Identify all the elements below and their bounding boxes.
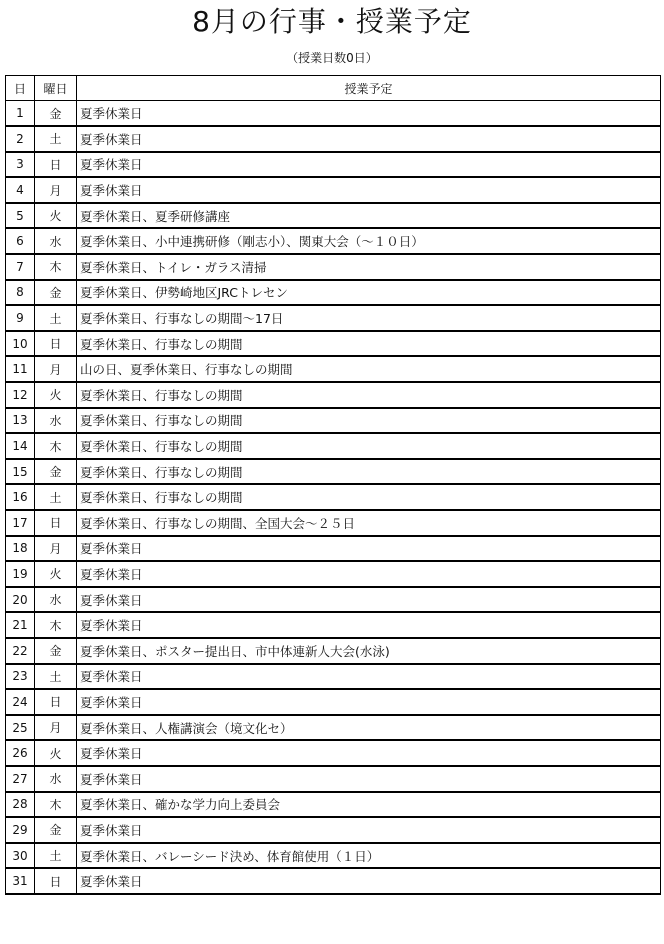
column-header-plan: 授業予定 <box>77 76 661 101</box>
day-cell: 20 <box>6 587 35 613</box>
day-cell: 5 <box>6 203 35 229</box>
day-cell: 30 <box>6 843 35 869</box>
day-cell: 21 <box>6 612 35 638</box>
weekday-cell: 木 <box>35 433 77 459</box>
day-cell: 11 <box>6 356 35 382</box>
table-row <box>6 203 661 229</box>
plan-cell: 夏季休業日、行事なしの期間 <box>77 433 661 459</box>
plan-cell: 夏季休業日、行事なしの期間 <box>77 331 661 357</box>
day-cell: 7 <box>6 254 35 280</box>
weekday-cell: 木 <box>35 612 77 638</box>
plan-cell: 夏季休業日 <box>77 126 661 152</box>
day-cell: 18 <box>6 536 35 562</box>
plan-cell: 夏季休業日、行事なしの期間 <box>77 459 661 485</box>
plan-cell: 夏季休業日、小中連携研修（剛志小）、関東大会（～１０日） <box>77 228 661 254</box>
plan-cell: 夏季休業日 <box>77 664 661 690</box>
plan-cell: 夏季休業日 <box>77 536 661 562</box>
table-row <box>6 408 661 434</box>
table-row <box>6 792 661 818</box>
weekday-cell: 金 <box>35 817 77 843</box>
table-row <box>6 152 661 178</box>
weekday-cell: 金 <box>35 101 77 127</box>
weekday-cell: 金 <box>35 459 77 485</box>
weekday-cell: 火 <box>35 561 77 587</box>
table-row <box>6 868 661 894</box>
day-cell: 26 <box>6 740 35 766</box>
weekday-cell: 月 <box>35 536 77 562</box>
weekday-cell: 金 <box>35 638 77 664</box>
table-row <box>6 817 661 843</box>
day-cell: 13 <box>6 408 35 434</box>
day-cell: 17 <box>6 510 35 536</box>
weekday-cell: 土 <box>35 305 77 331</box>
plan-cell: 夏季休業日 <box>77 152 661 178</box>
plan-cell: 夏季休業日、人権講演会（境文化セ） <box>77 715 661 741</box>
day-cell: 29 <box>6 817 35 843</box>
table-row <box>6 177 661 203</box>
table-row <box>6 331 661 357</box>
plan-cell: 夏季休業日、伊勢崎地区JRCトレセン <box>77 280 661 306</box>
weekday-cell: 土 <box>35 664 77 690</box>
plan-cell: 夏季休業日、行事なしの期間 <box>77 408 661 434</box>
weekday-cell: 土 <box>35 484 77 510</box>
class-days-count: （授業日数0日） <box>286 51 378 65</box>
weekday-cell: 水 <box>35 766 77 792</box>
day-cell: 25 <box>6 715 35 741</box>
weekday-cell: 木 <box>35 792 77 818</box>
table-row <box>6 126 661 152</box>
plan-cell: 夏季休業日 <box>77 817 661 843</box>
day-cell: 22 <box>6 638 35 664</box>
table-row <box>6 280 661 306</box>
table-row <box>6 484 661 510</box>
weekday-cell: 火 <box>35 203 77 229</box>
table-row <box>6 715 661 741</box>
table-row <box>6 356 661 382</box>
table-row <box>6 459 661 485</box>
day-cell: 8 <box>6 280 35 306</box>
column-header-day: 日 <box>6 76 35 101</box>
plan-cell: 夏季休業日 <box>77 561 661 587</box>
plan-cell: 夏季休業日 <box>77 868 661 894</box>
weekday-cell: 水 <box>35 587 77 613</box>
table-row <box>6 612 661 638</box>
plan-cell: 夏季休業日 <box>77 587 661 613</box>
day-cell: 12 <box>6 382 35 408</box>
plan-cell: 山の日、夏季休業日、行事なしの期間 <box>77 356 661 382</box>
day-cell: 27 <box>6 766 35 792</box>
plan-cell: 夏季休業日、行事なしの期間～17日 <box>77 305 661 331</box>
table-row <box>6 536 661 562</box>
plan-cell: 夏季休業日、夏季研修講座 <box>77 203 661 229</box>
plan-cell: 夏季休業日 <box>77 101 661 127</box>
day-cell: 16 <box>6 484 35 510</box>
plan-cell: 夏季休業日、行事なしの期間 <box>77 484 661 510</box>
day-cell: 24 <box>6 689 35 715</box>
weekday-cell: 土 <box>35 843 77 869</box>
weekday-cell: 日 <box>35 152 77 178</box>
weekday-cell: 水 <box>35 228 77 254</box>
plan-cell: 夏季休業日、確かな学力向上委員会 <box>77 792 661 818</box>
table-row <box>6 664 661 690</box>
table-row <box>6 101 661 127</box>
plan-cell: 夏季休業日 <box>77 689 661 715</box>
table-row <box>6 305 661 331</box>
day-cell: 4 <box>6 177 35 203</box>
table-row <box>6 433 661 459</box>
table-row <box>6 638 661 664</box>
table-header-row <box>6 76 661 101</box>
table-row <box>6 510 661 536</box>
day-cell: 31 <box>6 868 35 894</box>
plan-cell: 夏季休業日 <box>77 766 661 792</box>
weekday-cell: 月 <box>35 356 77 382</box>
day-cell: 1 <box>6 101 35 127</box>
table-row <box>6 740 661 766</box>
table-row <box>6 254 661 280</box>
column-header-weekday: 曜日 <box>35 76 77 101</box>
weekday-cell: 木 <box>35 254 77 280</box>
weekday-cell: 土 <box>35 126 77 152</box>
day-cell: 6 <box>6 228 35 254</box>
table-row <box>6 382 661 408</box>
plan-cell: 夏季休業日、行事なしの期間 <box>77 382 661 408</box>
plan-cell: 夏季休業日、トイレ・ガラス清掃 <box>77 254 661 280</box>
plan-cell: 夏季休業日 <box>77 177 661 203</box>
weekday-cell: 日 <box>35 689 77 715</box>
weekday-cell: 日 <box>35 331 77 357</box>
day-cell: 28 <box>6 792 35 818</box>
schedule-body <box>6 101 661 894</box>
weekday-cell: 月 <box>35 715 77 741</box>
day-cell: 2 <box>6 126 35 152</box>
weekday-cell: 火 <box>35 740 77 766</box>
day-cell: 10 <box>6 331 35 357</box>
schedule-table <box>5 75 661 895</box>
page-title: 8月の行事・授業予定 <box>192 5 472 38</box>
plan-cell: 夏季休業日、ポスター提出日、市中体連新人大会(水泳) <box>77 638 661 664</box>
day-cell: 19 <box>6 561 35 587</box>
day-cell: 9 <box>6 305 35 331</box>
plan-cell: 夏季休業日 <box>77 612 661 638</box>
table-row <box>6 689 661 715</box>
weekday-cell: 金 <box>35 280 77 306</box>
weekday-cell: 日 <box>35 868 77 894</box>
day-cell: 23 <box>6 664 35 690</box>
table-row <box>6 228 661 254</box>
weekday-cell: 月 <box>35 177 77 203</box>
plan-cell: 夏季休業日、バレーシード決め、体育館使用（１日） <box>77 843 661 869</box>
table-row <box>6 843 661 869</box>
weekday-cell: 水 <box>35 408 77 434</box>
day-cell: 3 <box>6 152 35 178</box>
day-cell: 15 <box>6 459 35 485</box>
table-row <box>6 561 661 587</box>
plan-cell: 夏季休業日、行事なしの期間、全国大会～２５日 <box>77 510 661 536</box>
weekday-cell: 日 <box>35 510 77 536</box>
weekday-cell: 火 <box>35 382 77 408</box>
table-row <box>6 766 661 792</box>
day-cell: 14 <box>6 433 35 459</box>
plan-cell: 夏季休業日 <box>77 740 661 766</box>
table-row <box>6 587 661 613</box>
